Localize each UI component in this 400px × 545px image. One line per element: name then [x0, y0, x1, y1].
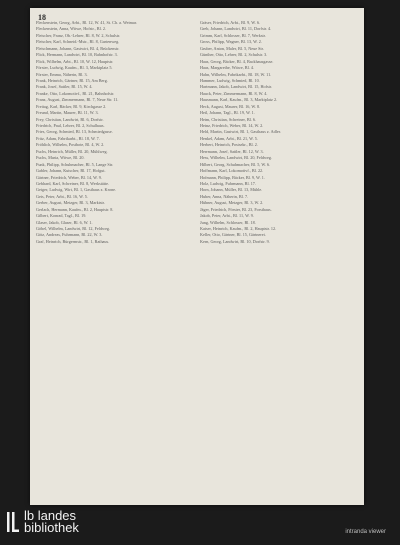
- directory-entry: Fuchs, Heinrich, Müller, Bl. 20, Mühlweg.: [36, 148, 108, 154]
- logo-line-1: lb landes: [24, 508, 77, 523]
- directory-entry: Hess, Wilhelm, Landwirt, Bl. 20, Feldweg.: [200, 155, 272, 161]
- directory-entry: Hartmann, Jakob, Landwirt, Bl. 15, Hofstr.: [200, 84, 272, 90]
- directory-entry: Heim, Christian, Schreiner, Bl. 6.: [200, 116, 257, 122]
- directory-entry: Haas, Georg, Bäcker, Bl. 4, Backhausgasse.: [200, 58, 274, 64]
- directory-entry: Fleischer, Karl, Schneid.-Mstr., Bl. 8, Gartenweg.: [36, 39, 120, 45]
- directory-entry: Horn, Johann, Müller, Bl. 13, Mühle.: [200, 187, 263, 193]
- directory-entry: Greb, Johann, Landwirt, Bl. 11, Dorfstr. 4.: [200, 26, 272, 32]
- column-right: [200, 20, 358, 501]
- directory-entry: Fleckenstein, Georg, Arbt., Bl. 12, W. 41, St. Ch. a. Weimar.: [36, 20, 137, 25]
- directory-entry: Flick, Hermann, Landwirt, Bl. 10, Bahnhofstr. 3.: [36, 52, 118, 58]
- directory-entry: Hilbert, Georg, Schuhmacher, Bl. 5, W. 6.: [200, 161, 271, 167]
- directory-entry: Hausmann, Karl, Kaufm., Bl. 3, Marktplatz 2.: [200, 97, 278, 103]
- directory-entry: Keller, Otto, Gärtner, Bl. 15, Gärtnerei.: [200, 232, 266, 238]
- directory-entry: Freund, Martin, Maurer, Bl. 11, W. 3.: [36, 110, 99, 116]
- directory-entry: Kern, Georg, Landwirt, Bl. 10, Dorfstr. 9.: [200, 238, 270, 244]
- directory-entry: Gräser, Friedrich, Arbt., Bl. 9, W. 6.: [200, 20, 261, 25]
- directory-entry: Gruber, Anton, Maler, Bl. 5, Neue Str.: [200, 45, 264, 51]
- directory-entry: Jung, Wilhelm, Schlosser, Bl. 18.: [200, 219, 256, 225]
- directory-entry: Fuchs, Maria, Witwe, Bl. 20.: [36, 155, 85, 161]
- directory-entry: Funk, Philipp, Schuhmacher, Bl. 5, Lange Str.: [36, 161, 114, 167]
- directory-entry: Jakob, Peter, Arbt., Bl. 11, W. 9.: [200, 213, 254, 219]
- directory-entry: Götz, Andreas, Fuhrmann, Bl. 22, W. 3.: [36, 232, 103, 238]
- directory-entry: Frank, Josef, Sattler, Bl. 15, W. 4.: [36, 84, 93, 90]
- viewer-footer: [0, 505, 400, 545]
- directory-entry: Herrmann, Josef, Sattler, Bl. 12, W. 3.: [200, 148, 264, 154]
- scanned-page: [30, 8, 364, 505]
- directory-entry: Gerber, August, Metzger, Bl. 3, Marktstr.: [36, 200, 105, 206]
- directory-entry: Heck, August, Maurer, Bl. 16, W. 8.: [200, 103, 261, 109]
- directory-entry: Held, Martin, Gastwirt, Bl. 1, Gasthaus z. Adler.: [200, 129, 281, 135]
- directory-entry: Fleischmann, Johann, Gastwirt, Bl. 4, Brückenstr.: [36, 45, 120, 51]
- directory-entry: Günther, Otto, Lehrer, Bl. 2, Schulstr. 3.: [200, 52, 268, 58]
- directory-entry: Flick, Wilhelm, Arbt., Bl. 10, W. 12, Hauptstr.: [36, 58, 114, 64]
- directory-entry: Hofmann, Philipp, Bäcker, Bl. 9, W. 1.: [200, 174, 265, 180]
- directory-entry: Förster, Emma, Näherin, Bl. 3.: [36, 71, 88, 77]
- directory-entry: Gärtner, Friedrich, Weber, Bl. 14, W. 9.: [36, 174, 102, 180]
- directory-entry: Hahn, Wilhelm, Fabrikarbt., Bl. 18, W. 11.: [200, 71, 272, 77]
- directory-entry: Freitag, Karl, Bäcker, Bl. 9, Kirchgasse 2.: [36, 103, 107, 109]
- library-logo-icon: [6, 508, 20, 536]
- directory-entry: Kaiser, Heinrich, Kaufm., Bl. 2, Hauptstr. 12.: [200, 226, 277, 231]
- directory-entry: Franke, Otto, Lokomotivf., Bl. 21, Bahnhofstr.: [36, 90, 115, 96]
- directory-entry: Henkel, Adam, Arbt., Bl. 21, W. 5.: [200, 135, 258, 141]
- library-logo-text: [24, 510, 79, 534]
- directory-entry: Gilbert, Konrad, Tagl., Bl. 19.: [36, 213, 87, 219]
- directory-entry: Hoffmann, Karl, Lokomotivf., Bl. 22.: [200, 168, 264, 174]
- directory-entry: Graf, Heinrich, Bürgermstr., Bl. 1, Rathaus.: [36, 238, 110, 244]
- directory-entry: Fröhlich, Wilhelm, Postbote, Bl. 4, W. 2.: [36, 142, 105, 148]
- directory-entry: Grimm, Karl, Schlosser, Bl. 7, Werkstr.: [200, 32, 266, 38]
- directory-entry: Förster, Ludwig, Kaufm., Bl. 3, Marktplatz 5.: [36, 65, 113, 71]
- directory-entry: Frey, Christian, Landwirt, Bl. 6, Dorfstr.: [36, 116, 104, 122]
- directory-entry: Fleischer, Franz, Ob.-Lehrer, Bl. 8, W. 2, Schulstr.: [36, 32, 121, 38]
- directory-entry: Hauck, Peter, Zimmermann, Bl. 8, W. 4.: [200, 90, 268, 96]
- library-logo[interactable]: [6, 508, 79, 536]
- directory-entry: Heinz, Friedrich, Weber, Bl. 14, W. 2.: [200, 123, 264, 128]
- directory-entry: Göbel, Wilhelm, Landwirt, Bl. 12, Feldweg.: [36, 226, 111, 231]
- page-columns: [36, 20, 358, 501]
- column-left: [36, 20, 194, 501]
- directory-entry: Gebhard, Karl, Schreiner, Bl. 8, Werkstätte.: [36, 180, 110, 186]
- directory-entry: Gerlach, Hermann, Kaufm., Bl. 2, Hauptstr. 8.: [36, 206, 114, 212]
- directory-entry: Glaser, Jakob, Glaser, Bl. 6, W. 1.: [36, 219, 93, 225]
- directory-entry: Jäger, Friedrich, Förster, Bl. 23, Forsthaus.: [200, 206, 272, 212]
- directory-entry: Hübner, August, Metzger, Bl. 3, W. 2.: [200, 200, 264, 206]
- directory-entry: Gross, Philipp, Wagner, Bl. 13, W. 2.: [200, 39, 262, 45]
- directory-entry: Gabler, Johann, Kutscher, Bl. 17, Hofgut.: [36, 168, 106, 174]
- directory-entry: Herbert, Heinrich, Postsekr., Bl. 2.: [200, 142, 258, 148]
- directory-entry: Fries, Georg, Schmied, Bl. 13, Schmiedgasse.: [36, 129, 113, 135]
- directory-entry: Fritz, Adam, Fabrikarbt., Bl. 18, W. 7.: [36, 135, 100, 141]
- directory-entry: Friedrich, Paul, Lehrer, Bl. 2, Schulhaus.: [36, 123, 105, 128]
- directory-entry: Huber, Anna, Näherin, Bl. 7.: [200, 193, 249, 199]
- directory-entry: Haas, Margarethe, Witwe, Bl. 4.: [200, 65, 254, 71]
- viewer-label: intranda viewer: [345, 529, 386, 535]
- directory-entry: Holz, Ludwig, Fuhrmann, Bl. 17.: [200, 180, 256, 186]
- page-number: 18: [38, 13, 46, 22]
- directory-entry: Geis, Peter, Arbt., Bl. 16, W. 5.: [36, 193, 88, 199]
- logo-line-2: bibliothek: [24, 520, 79, 535]
- directory-entry: Franz, August, Zimmermann, Bl. 7, Neue Str. 11.: [36, 97, 119, 103]
- directory-entry: Fleckenstein, Anna, Witwe, Hofstr., Bl. 2.: [36, 26, 107, 32]
- directory-entry: Frank, Heinrich, Gärtner, Bl. 15, Am Berg.: [36, 77, 108, 83]
- directory-entry: Hammer, Ludwig, Schmied, Bl. 10.: [200, 77, 260, 83]
- directory-entry: Heil, Johann, Tagl., Bl. 19, W. 1.: [200, 110, 255, 116]
- directory-entry: Geiger, Ludwig, Wirt, Bl. 1, Gasthaus z. Krone.: [36, 187, 117, 193]
